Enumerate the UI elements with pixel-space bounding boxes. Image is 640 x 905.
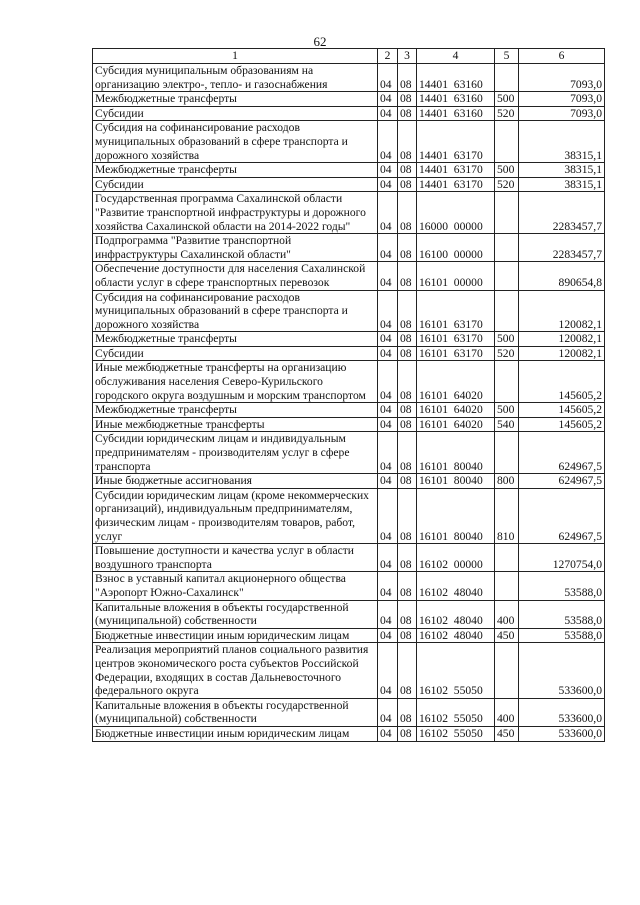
row-name: Иные межбюджетные трансферты [93, 417, 378, 432]
row-name: Бюджетные инвестиции иным юридическим лицам [93, 628, 378, 643]
row-subsection: 08 [398, 361, 417, 403]
table-row [93, 106, 605, 121]
row-target-article: 16101 64020 [417, 403, 495, 418]
page-number: 62 [313, 34, 327, 49]
table-row [93, 262, 605, 290]
row-name: Межбюджетные трансферты [93, 92, 378, 107]
row-section: 04 [378, 726, 398, 741]
row-name: Субсидии [93, 177, 378, 192]
row-subsection: 08 [398, 628, 417, 643]
row-amount: 2283457,7 [519, 192, 605, 234]
row-section: 04 [378, 262, 398, 290]
row-amount: 145605,2 [519, 361, 605, 403]
row-target-article: 16102 55050 [417, 643, 495, 698]
table-row [93, 92, 605, 107]
row-expense-type: 520 [495, 346, 519, 361]
row-amount: 533600,0 [519, 698, 605, 726]
row-target-article: 16101 63170 [417, 332, 495, 347]
row-name: Иные бюджетные ассигнования [93, 474, 378, 489]
row-expense-type [495, 432, 519, 474]
row-amount: 145605,2 [519, 417, 605, 432]
row-target-article: 14401 63160 [417, 64, 495, 92]
row-target-article: 14401 63160 [417, 92, 495, 107]
row-target-article: 16102 55050 [417, 726, 495, 741]
row-name: Субсидии [93, 106, 378, 121]
row-section: 04 [378, 177, 398, 192]
row-name: Взнос в уставный капитал акционерного общества "Аэропорт Южно-Сахалинск" [93, 572, 378, 600]
row-subsection: 08 [398, 332, 417, 347]
row-target-article: 16102 48040 [417, 572, 495, 600]
row-amount: 38315,1 [519, 163, 605, 178]
row-expense-type [495, 361, 519, 403]
row-subsection: 08 [398, 488, 417, 543]
row-subsection: 08 [398, 544, 417, 572]
row-subsection: 08 [398, 403, 417, 418]
row-subsection: 08 [398, 234, 417, 262]
row-section: 04 [378, 403, 398, 418]
header-col-expense-type: 5 [495, 49, 519, 64]
row-amount: 624967,5 [519, 432, 605, 474]
header-row [93, 49, 605, 64]
row-target-article: 14401 63170 [417, 121, 495, 163]
row-subsection: 08 [398, 432, 417, 474]
row-subsection: 08 [398, 121, 417, 163]
row-subsection: 08 [398, 106, 417, 121]
row-section: 04 [378, 346, 398, 361]
row-section: 04 [378, 432, 398, 474]
table-row [93, 192, 605, 234]
row-expense-type: 520 [495, 177, 519, 192]
row-amount: 145605,2 [519, 403, 605, 418]
row-subsection: 08 [398, 177, 417, 192]
row-subsection: 08 [398, 417, 417, 432]
row-expense-type: 500 [495, 403, 519, 418]
row-amount: 533600,0 [519, 726, 605, 741]
row-section: 04 [378, 192, 398, 234]
row-expense-type: 450 [495, 726, 519, 741]
row-amount: 38315,1 [519, 121, 605, 163]
row-target-article: 16000 00000 [417, 192, 495, 234]
row-section: 04 [378, 698, 398, 726]
row-section: 04 [378, 106, 398, 121]
table-header [93, 49, 605, 64]
row-amount: 53588,0 [519, 600, 605, 628]
row-name: Бюджетные инвестиции иным юридическим лицам [93, 726, 378, 741]
row-subsection: 08 [398, 163, 417, 178]
row-amount: 120082,1 [519, 290, 605, 332]
table-row [93, 234, 605, 262]
table-row [93, 474, 605, 489]
row-amount: 53588,0 [519, 628, 605, 643]
header-col-subsection: 3 [398, 49, 417, 64]
row-amount: 120082,1 [519, 346, 605, 361]
row-expense-type: 400 [495, 698, 519, 726]
row-target-article: 16102 48040 [417, 628, 495, 643]
row-amount: 7093,0 [519, 64, 605, 92]
row-target-article: 16101 63170 [417, 290, 495, 332]
row-expense-type: 400 [495, 600, 519, 628]
budget-table [92, 48, 605, 742]
row-section: 04 [378, 234, 398, 262]
row-name: Повышение доступности и качества услуг в области воздушного транспорта [93, 544, 378, 572]
row-target-article: 16101 80040 [417, 474, 495, 489]
row-name: Реализация мероприятий планов социального развития центров экономического роста субъектов Российской Федерации, входящих в состав Дальневосточного федерального округа [93, 643, 378, 698]
table-row [93, 628, 605, 643]
table-row [93, 177, 605, 192]
row-subsection: 08 [398, 600, 417, 628]
table-row [93, 361, 605, 403]
row-subsection: 08 [398, 346, 417, 361]
header-col-target-article: 4 [417, 49, 495, 64]
row-name: Капитальные вложения в объекты государственной (муниципальной) собственности [93, 600, 378, 628]
row-name: Субсидии [93, 346, 378, 361]
row-subsection: 08 [398, 64, 417, 92]
row-subsection: 08 [398, 572, 417, 600]
row-amount: 624967,5 [519, 474, 605, 489]
row-section: 04 [378, 488, 398, 543]
row-expense-type: 810 [495, 488, 519, 543]
row-amount: 120082,1 [519, 332, 605, 347]
row-target-article: 16101 64020 [417, 417, 495, 432]
row-subsection: 08 [398, 92, 417, 107]
row-section: 04 [378, 92, 398, 107]
row-section: 04 [378, 290, 398, 332]
row-subsection: 08 [398, 643, 417, 698]
row-section: 04 [378, 332, 398, 347]
table-row [93, 643, 605, 698]
row-target-article: 16102 48040 [417, 600, 495, 628]
row-section: 04 [378, 361, 398, 403]
row-name: Межбюджетные трансферты [93, 163, 378, 178]
table-row [93, 417, 605, 432]
row-name: Субсидии юридическим лицам и индивидуальным предпринимателям - производителям услуг в сфере транспорта [93, 432, 378, 474]
table-row [93, 698, 605, 726]
row-section: 04 [378, 628, 398, 643]
row-name: Обеспечение доступности для населения Сахалинской области услуг в сфере транспортных перевозок [93, 262, 378, 290]
row-expense-type [495, 544, 519, 572]
table-body [93, 64, 605, 742]
row-subsection: 08 [398, 698, 417, 726]
row-expense-type [495, 121, 519, 163]
row-expense-type [495, 64, 519, 92]
table-row [93, 163, 605, 178]
row-amount: 1270754,0 [519, 544, 605, 572]
row-section: 04 [378, 643, 398, 698]
row-name: Межбюджетные трансферты [93, 403, 378, 418]
row-expense-type [495, 643, 519, 698]
row-target-article: 16102 55050 [417, 698, 495, 726]
row-subsection: 08 [398, 262, 417, 290]
header-col-section: 2 [378, 49, 398, 64]
row-section: 04 [378, 121, 398, 163]
row-amount: 38315,1 [519, 177, 605, 192]
table-row [93, 600, 605, 628]
row-subsection: 08 [398, 290, 417, 332]
row-amount: 7093,0 [519, 92, 605, 107]
row-name: Субсидия на софинансирование расходов муниципальных образований в сфере транспорта и дорожного хозяйства [93, 121, 378, 163]
row-name: Субсидия на софинансирование расходов муниципальных образований в сфере транспорта и дорожного хозяйства [93, 290, 378, 332]
row-target-article: 16101 80040 [417, 488, 495, 543]
row-expense-type [495, 262, 519, 290]
table-row [93, 544, 605, 572]
row-expense-type [495, 192, 519, 234]
row-amount: 624967,5 [519, 488, 605, 543]
row-amount: 2283457,7 [519, 234, 605, 262]
row-target-article: 14401 63170 [417, 177, 495, 192]
row-expense-type: 520 [495, 106, 519, 121]
row-target-article: 16102 00000 [417, 544, 495, 572]
row-section: 04 [378, 64, 398, 92]
row-expense-type: 500 [495, 92, 519, 107]
row-name: Межбюджетные трансферты [93, 332, 378, 347]
table-row [93, 121, 605, 163]
row-expense-type: 800 [495, 474, 519, 489]
row-amount: 533600,0 [519, 643, 605, 698]
row-amount: 7093,0 [519, 106, 605, 121]
row-name: Капитальные вложения в объекты государственной (муниципальной) собственности [93, 698, 378, 726]
row-name: Субсидии юридическим лицам (кроме некоммерческих организаций), индивидуальным предпринимателям, физическим лицам - производителям товаров, работ, услуг [93, 488, 378, 543]
table-row [93, 726, 605, 741]
table-row [93, 332, 605, 347]
row-section: 04 [378, 600, 398, 628]
table-row [93, 346, 605, 361]
row-target-article: 16101 00000 [417, 262, 495, 290]
row-amount: 890654,8 [519, 262, 605, 290]
row-expense-type: 500 [495, 163, 519, 178]
row-target-article: 16101 63170 [417, 346, 495, 361]
row-section: 04 [378, 474, 398, 489]
row-section: 04 [378, 572, 398, 600]
row-name: Субсидия муниципальным образованиям на организацию электро-, тепло- и газоснабжения [93, 64, 378, 92]
header-col-amount: 6 [519, 49, 605, 64]
row-expense-type [495, 290, 519, 332]
row-target-article: 16101 80040 [417, 432, 495, 474]
row-name: Иные межбюджетные трансферты на организацию обслуживания населения Северо-Курильского городского округа воздушным и морским транспортом [93, 361, 378, 403]
row-subsection: 08 [398, 726, 417, 741]
row-target-article: 14401 63170 [417, 163, 495, 178]
row-section: 04 [378, 163, 398, 178]
table-row [93, 432, 605, 474]
row-subsection: 08 [398, 192, 417, 234]
row-subsection: 08 [398, 474, 417, 489]
header-col-name: 1 [93, 49, 378, 64]
row-expense-type [495, 572, 519, 600]
row-expense-type: 450 [495, 628, 519, 643]
row-expense-type: 500 [495, 332, 519, 347]
row-amount: 53588,0 [519, 572, 605, 600]
table-row [93, 403, 605, 418]
row-name: Подпрограмма "Развитие транспортной инфраструктуры Сахалинской области" [93, 234, 378, 262]
row-section: 04 [378, 544, 398, 572]
table-row [93, 64, 605, 92]
table-row [93, 290, 605, 332]
row-target-article: 14401 63160 [417, 106, 495, 121]
table-row [93, 488, 605, 543]
row-expense-type: 540 [495, 417, 519, 432]
row-target-article: 16100 00000 [417, 234, 495, 262]
row-target-article: 16101 64020 [417, 361, 495, 403]
row-name: Государственная программа Сахалинской области "Развитие транспортной инфраструктуры и дорожного хозяйства Сахалинской области на 2014-2022 годы" [93, 192, 378, 234]
row-section: 04 [378, 417, 398, 432]
table-row [93, 572, 605, 600]
row-expense-type [495, 234, 519, 262]
